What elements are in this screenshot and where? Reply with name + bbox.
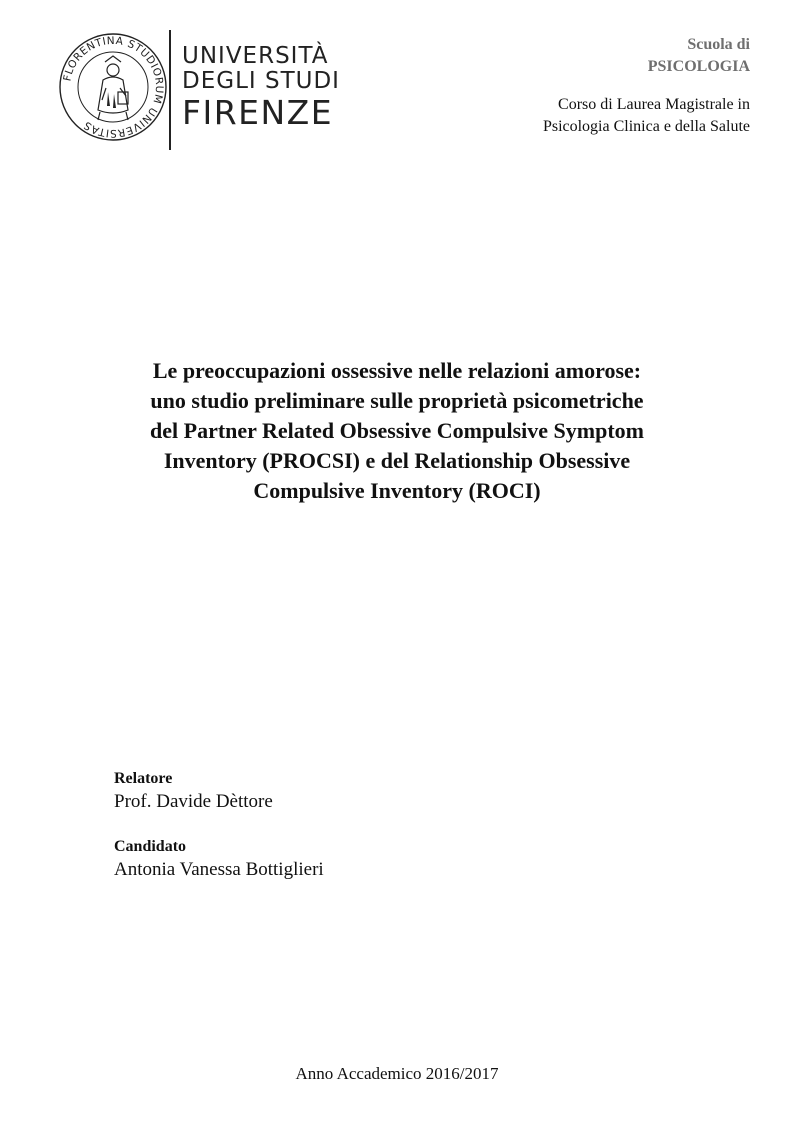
candidate-role: Candidato [114,838,187,855]
thesis-title-line: del Partner Related Obsessive Compulsive Symptom [150,418,644,443]
logo-divider [169,30,171,150]
university-name-line3: FIRENZE [182,93,334,132]
course-line2: Psicologia Clinica e della Salute [542,118,750,135]
thesis-title [90,356,704,506]
supervisor-block [114,769,273,815]
thesis-title-line: Inventory (PROCSI) e del Relationship Obsessive [163,448,631,473]
university-name-line1: UNIVERSITÀ [182,43,329,69]
thesis-title-line: uno studio preliminare sulle proprietà psicometriche [150,388,644,413]
candidate-name: Antonia Vanessa Bottiglieri [114,859,324,880]
supervisor-role: Relatore [114,770,173,787]
school-label: Scuola di [687,36,750,53]
course-block [543,94,750,138]
thesis-title-line: Compulsive Inventory (ROCI) [253,478,541,503]
academic-year: Anno Accademico 2016/2017 [295,1064,499,1083]
university-name-line2: DEGLI STUDI [182,68,340,94]
supervisor-name: Prof. Davide Dèttore [114,791,273,812]
university-wordmark [182,44,340,131]
course-line1: Corso di Laurea Magistrale in [558,96,750,113]
thesis-title-line: Le preoccupazioni ossessive nelle relazioni amorose: [152,358,642,383]
school-block [648,34,750,78]
svg-text:FLORENTINA STUDIORUM UNIVERSIT: FLORENTINA STUDIORUM UNIVERSITAS [61,34,166,140]
candidate-block [114,837,324,883]
university-seal-icon [58,32,168,142]
school-name: PSICOLOGIA [647,58,750,75]
